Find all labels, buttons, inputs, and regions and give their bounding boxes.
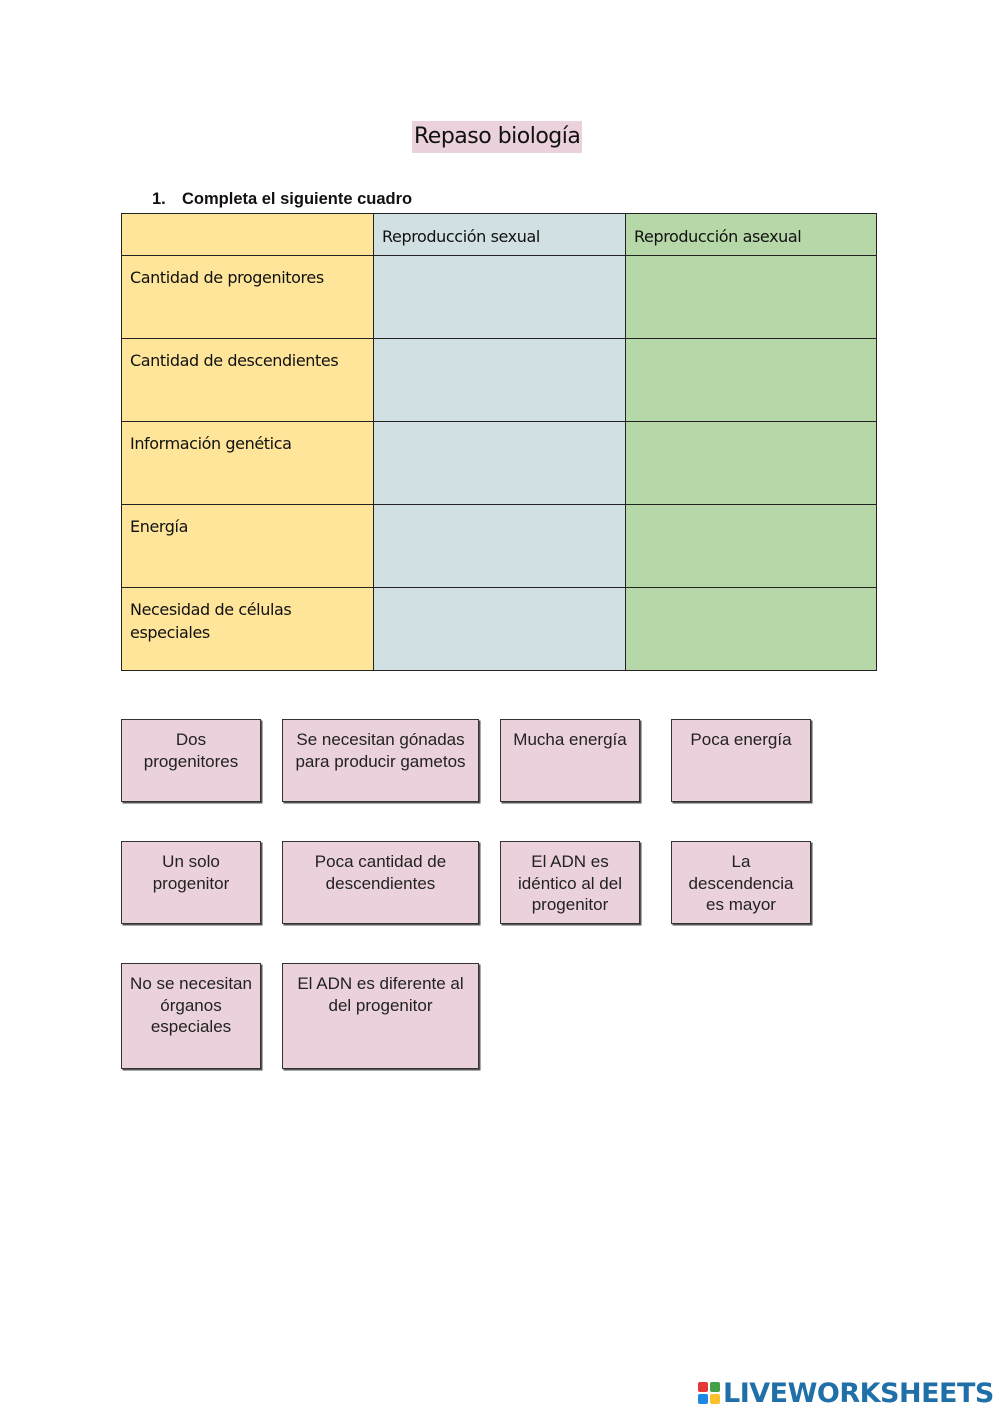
row-label: Cantidad de descendientes xyxy=(122,339,374,422)
answer-card[interactable]: Un solo progenitor xyxy=(121,841,261,924)
drop-cell-asexual[interactable] xyxy=(626,422,877,505)
table-row xyxy=(122,339,877,422)
drop-cell-sexual[interactable] xyxy=(374,339,626,422)
liveworksheets-logo-icon xyxy=(698,1382,720,1404)
liveworksheets-logo xyxy=(698,1378,994,1408)
answer-card[interactable]: Poca energía xyxy=(671,719,811,802)
header-empty-cell xyxy=(122,214,374,256)
instruction-number: 1. xyxy=(152,190,166,208)
table-header-row xyxy=(122,214,877,256)
comparison-table xyxy=(121,213,877,671)
table-row xyxy=(122,588,877,671)
table-row xyxy=(122,256,877,339)
answer-card[interactable]: Mucha energía xyxy=(500,719,640,802)
answer-card[interactable]: Dos progenitores xyxy=(121,719,261,802)
header-sexual: Reproducción sexual xyxy=(374,214,626,256)
answer-card[interactable]: El ADN es idéntico al del progenitor xyxy=(500,841,640,924)
answer-card[interactable]: La descendencia es mayor xyxy=(671,841,811,924)
row-label: Cantidad de progenitores xyxy=(122,256,374,339)
table-row xyxy=(122,422,877,505)
table-row xyxy=(122,505,877,588)
worksheet-title: Repaso biología xyxy=(412,121,582,153)
answer-card[interactable]: Poca cantidad de descendientes xyxy=(282,841,479,924)
logo-text: LIVEWORKSHEETS xyxy=(723,1377,994,1409)
drop-cell-asexual[interactable] xyxy=(626,588,877,671)
answer-card[interactable]: No se necesitan órganos especiales xyxy=(121,963,261,1069)
drop-cell-asexual[interactable] xyxy=(626,339,877,422)
drop-cell-sexual[interactable] xyxy=(374,588,626,671)
row-label: Información genética xyxy=(122,422,374,505)
drop-cell-sexual[interactable] xyxy=(374,505,626,588)
drop-cell-asexual[interactable] xyxy=(626,505,877,588)
drop-cell-sexual[interactable] xyxy=(374,422,626,505)
instruction xyxy=(152,190,412,209)
instruction-text: Completa el siguiente cuadro xyxy=(182,190,413,208)
drop-cell-asexual[interactable] xyxy=(626,256,877,339)
row-label: Necesidad de células especiales xyxy=(122,588,374,671)
drop-cell-sexual[interactable] xyxy=(374,256,626,339)
row-label: Energía xyxy=(122,505,374,588)
header-asexual: Reproducción asexual xyxy=(626,214,877,256)
answer-card[interactable]: El ADN es diferente al del progenitor xyxy=(282,963,479,1069)
answer-card[interactable]: Se necesitan gónadas para producir gametos xyxy=(282,719,479,802)
